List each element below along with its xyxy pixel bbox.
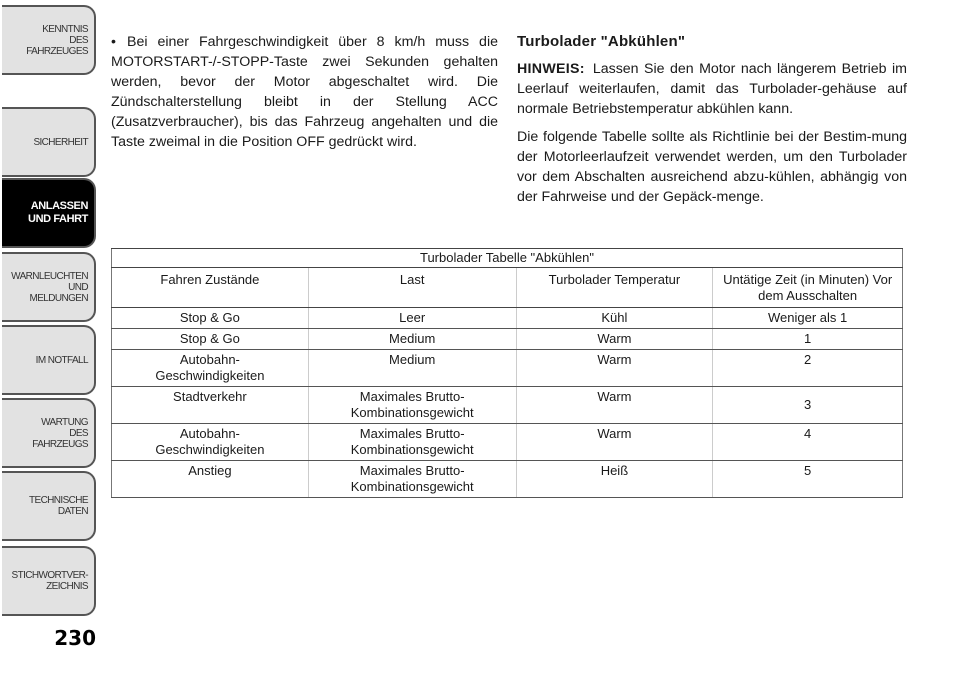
chapter-tabs <box>0 0 100 640</box>
note-label: HINWEIS: <box>517 61 585 77</box>
table-row <box>112 329 903 350</box>
table-cell: Stadtverkehr <box>112 387 309 424</box>
table-cell: 4 <box>713 424 903 461</box>
page-number: 230 <box>54 626 96 650</box>
tab-warnleuchten-und-meldungen[interactable]: WARNLEUCHTEN UND MELDUNGEN <box>2 252 96 322</box>
table-cell: Kühl <box>516 308 713 329</box>
table-cell: Maximales Brutto- Kombinationsgewicht <box>308 461 516 498</box>
table-title: Turbolader Tabelle "Abkühlen" <box>112 249 903 268</box>
left-column <box>111 32 498 152</box>
table-cell: Leer <box>308 308 516 329</box>
table-row <box>112 350 903 387</box>
table-cell: 5 <box>713 461 903 498</box>
section-heading: Turbolader "Abkühlen" <box>517 33 686 50</box>
table-cell: Warm <box>516 424 713 461</box>
table-cell: Autobahn- Geschwindigkeiten <box>112 350 309 387</box>
table-row <box>112 387 903 424</box>
tab-kenntnis-des-fahrzeuges[interactable]: KENNTNIS DES FAHRZEUGES <box>2 5 96 75</box>
tab-wartung-des-fahrzeugs[interactable]: WARTUNG DES FAHRZEUGS <box>2 398 96 468</box>
turbo-cooldown-table <box>111 248 903 498</box>
column-header: Untätige Zeit (in Minuten) Vor dem Ausschalten <box>713 268 903 308</box>
note-paragraph <box>517 59 907 119</box>
table-cell: Maximales Brutto- Kombinationsgewicht <box>308 424 516 461</box>
table-title-row <box>112 249 903 268</box>
table-row <box>112 308 903 329</box>
table-cell: Stop & Go <box>112 329 309 350</box>
note-text: Lassen Sie den Motor nach längerem Betrieb im Leerlauf weiterlaufen, damit das Turbolader-gehäuse auf normale Betriebstemperatur abkühlen kann. <box>517 61 907 117</box>
table-cell: Warm <box>516 387 713 424</box>
table-header-row <box>112 268 903 308</box>
table-cell: Heiß <box>516 461 713 498</box>
column-header: Turbolader Temperatur <box>516 268 713 308</box>
table-cell: Warm <box>516 350 713 387</box>
bullet-paragraph <box>111 32 498 152</box>
column-header: Last <box>308 268 516 308</box>
table-cell: Weniger als 1 <box>713 308 903 329</box>
bullet-text: Bei einer Fahrgeschwindigkeit über 8 km/h muss die MOTORSTART-/-STOPP-Taste zwei Sekunden gehalten werden, bevor der Motor abgeschaltet wird. Die Zündschalterstellung bleibt in der Stellung ACC (Zusatzverbraucher), bis das Fahrzeug angehalten und die Taste zweimal in die Position OFF gedrückt wird. <box>111 34 498 150</box>
tab-stichwortverzeichnis[interactable]: STICHWORTVER- ZEICHNIS <box>2 546 96 616</box>
tab-anlassen-und-fahrt[interactable]: ANLASSEN UND FAHRT <box>2 178 96 248</box>
table-body <box>112 308 903 498</box>
table-cell: Medium <box>308 329 516 350</box>
tab-im-notfall[interactable]: IM NOTFALL <box>2 325 96 395</box>
table-cell: 3 <box>713 387 903 424</box>
tab-technische-daten[interactable]: TECHNISCHE DATEN <box>2 471 96 541</box>
table-row <box>112 461 903 498</box>
table-cell: 2 <box>713 350 903 387</box>
tab-sicherheit[interactable]: SICHERHEIT <box>2 107 96 177</box>
table-cell: Warm <box>516 329 713 350</box>
table-cell: Medium <box>308 350 516 387</box>
table-cell: Anstieg <box>112 461 309 498</box>
table-row <box>112 424 903 461</box>
table-cell: Autobahn- Geschwindigkeiten <box>112 424 309 461</box>
column-header: Fahren Zustände <box>112 268 309 308</box>
table-cell: Stop & Go <box>112 308 309 329</box>
intro-paragraph: Die folgende Tabelle sollte als Richtlinie bei der Bestim-mung der Motorleerlaufzeit verwendet werden, um den Turbolader vor dem Abschalten ausreichend abzu-kühlen, abhängig von der Fahrweise und der Gepäck-menge. <box>517 129 907 205</box>
table-cell: Maximales Brutto- Kombinationsgewicht <box>308 387 516 424</box>
right-column <box>517 32 907 215</box>
bullet-icon: • <box>111 34 116 50</box>
table-cell: 1 <box>713 329 903 350</box>
